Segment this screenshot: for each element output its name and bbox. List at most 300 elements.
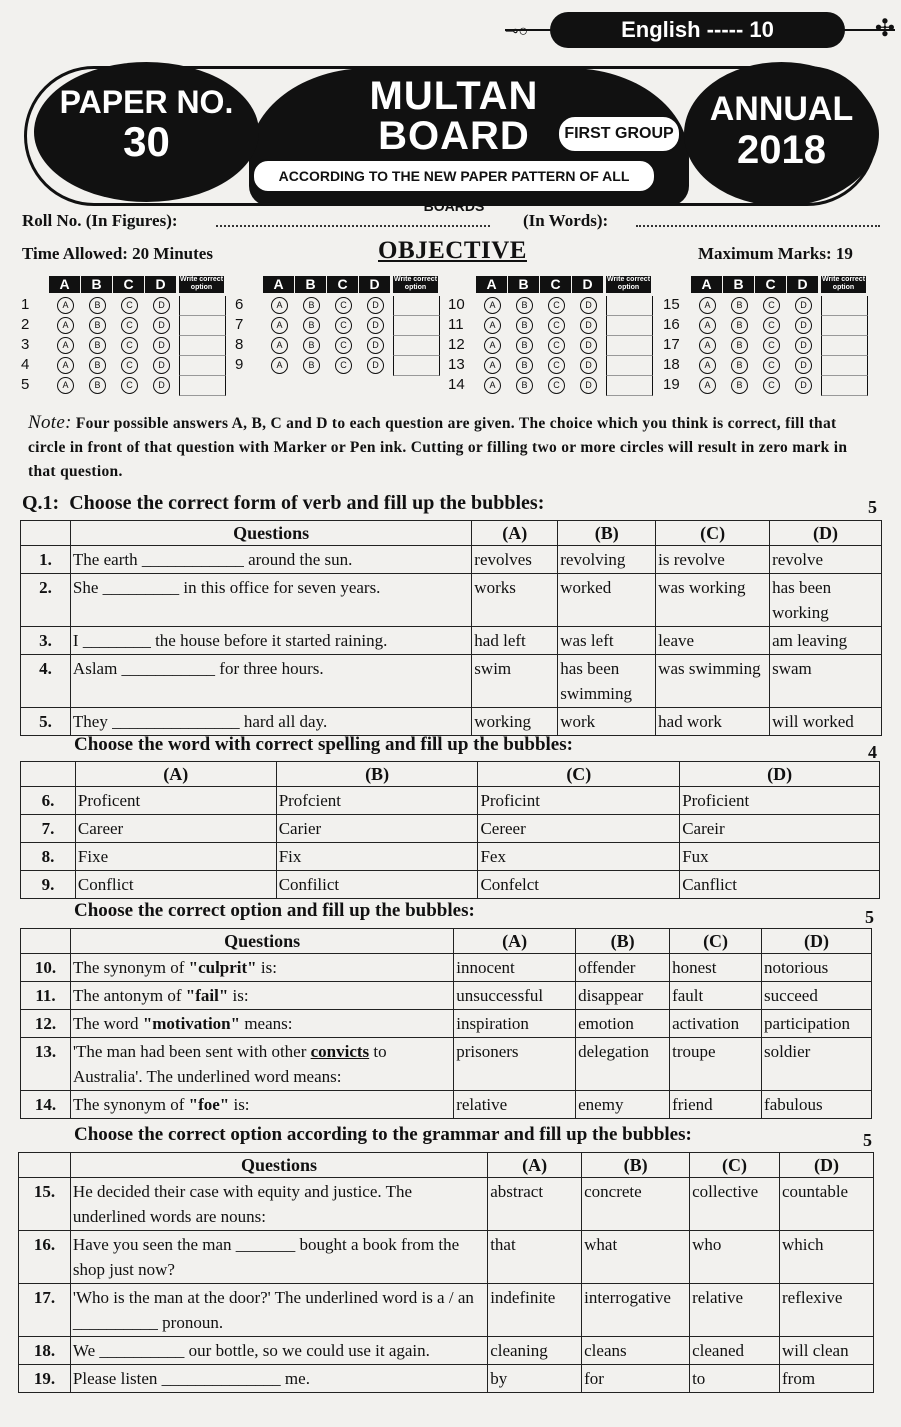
question-keyword: "culprit" <box>188 958 257 977</box>
bubble-c[interactable]: C <box>335 357 352 374</box>
bubble-c[interactable]: C <box>335 337 352 354</box>
bubble-c[interactable]: C <box>763 377 780 394</box>
bubble-a[interactable]: A <box>57 357 74 374</box>
bubble-b[interactable]: B <box>89 297 106 314</box>
bubble-row <box>663 336 868 356</box>
bubble-d[interactable]: D <box>153 357 170 374</box>
option-d[interactable]: participation <box>762 1010 872 1038</box>
option-a[interactable]: Fixe <box>75 843 276 871</box>
bubble-d[interactable]: D <box>367 297 384 314</box>
bubble-row <box>21 316 226 336</box>
option-letter-d: D <box>359 276 390 293</box>
question-number: 4 <box>21 356 30 373</box>
ornament-icon: ⊸○ <box>505 23 529 40</box>
option-a[interactable]: works <box>472 574 558 627</box>
write-option-box[interactable] <box>179 356 226 376</box>
bubble-b[interactable]: B <box>516 377 533 394</box>
bubble-a[interactable]: A <box>271 357 288 374</box>
column-header: (B) <box>576 929 670 954</box>
option-a[interactable]: Conflict <box>75 871 276 899</box>
bubble-d[interactable]: D <box>580 337 597 354</box>
bubble-row <box>21 376 226 396</box>
bubble-c[interactable]: C <box>548 317 565 334</box>
column-header: (B) <box>558 521 656 546</box>
column-header: (A) <box>454 929 576 954</box>
q1-instruction: Choose the correct form of verb and fill up the bubbles: <box>69 492 545 514</box>
write-option-box[interactable] <box>821 316 868 336</box>
question-prefix: The word <box>72 1014 143 1033</box>
paper-number-badge <box>34 62 259 202</box>
option-c[interactable]: friend <box>670 1091 762 1119</box>
option-a[interactable]: that <box>488 1231 582 1284</box>
question-number: 11. <box>21 982 71 1010</box>
bubble-b[interactable]: B <box>516 357 533 374</box>
option-a[interactable]: indefinite <box>488 1284 582 1337</box>
bubble-b[interactable]: B <box>731 357 748 374</box>
bubble-c[interactable]: C <box>548 357 565 374</box>
question-suffix: is: <box>256 958 277 977</box>
question-number: 11 <box>448 316 464 333</box>
option-b[interactable]: has been swimming <box>558 655 656 708</box>
option-a[interactable]: unsuccessful <box>454 982 576 1010</box>
option-b[interactable]: what <box>582 1231 690 1284</box>
bubble-b[interactable]: B <box>303 297 320 314</box>
write-option-box[interactable] <box>821 296 868 316</box>
bubble-d[interactable]: D <box>795 357 812 374</box>
option-c[interactable]: Fex <box>478 843 680 871</box>
bubble-b[interactable]: B <box>516 337 533 354</box>
board-name-line1: MULTAN <box>369 74 539 118</box>
bubble-a[interactable]: A <box>699 337 716 354</box>
option-letter-b: B <box>295 276 326 293</box>
bubble-d[interactable]: D <box>580 317 597 334</box>
q1-label: Q.1: <box>22 492 60 514</box>
question-number: 18. <box>19 1337 71 1365</box>
question-row <box>19 1284 874 1337</box>
roll-figures-label: Roll No. (In Figures): <box>22 211 178 230</box>
question-number: 1 <box>21 296 30 313</box>
write-option-box[interactable] <box>821 356 868 376</box>
option-letter-b: B <box>723 276 754 293</box>
bubble-b[interactable]: B <box>89 317 106 334</box>
write-option-box[interactable] <box>606 376 653 396</box>
number-header <box>19 1153 71 1178</box>
question-number: 2 <box>21 316 30 333</box>
option-c[interactable]: collective <box>690 1178 780 1231</box>
bubble-row <box>663 316 868 336</box>
option-letter-b: B <box>508 276 539 293</box>
bubble-b[interactable]: B <box>731 337 748 354</box>
option-letter-a: A <box>691 276 722 293</box>
bubble-header <box>49 276 177 294</box>
bubble-row <box>235 336 440 356</box>
option-d[interactable]: succeed <box>762 982 872 1010</box>
column-header: (D) <box>780 1153 874 1178</box>
time-allowed: Time Allowed: 20 Minutes <box>22 244 213 263</box>
option-c[interactable]: leave <box>656 627 770 655</box>
instructions-note <box>28 411 878 484</box>
bubble-b[interactable]: B <box>516 317 533 334</box>
option-b[interactable]: offender <box>576 954 670 982</box>
table-header-row <box>21 521 882 546</box>
bubble-c[interactable]: C <box>121 377 138 394</box>
option-c[interactable]: was working <box>656 574 770 627</box>
question-row <box>21 843 880 871</box>
bubble-a[interactable]: A <box>699 377 716 394</box>
bubble-row <box>448 336 653 356</box>
question-row <box>19 1178 874 1231</box>
option-c[interactable]: to <box>690 1365 780 1393</box>
option-b[interactable]: interrogative <box>582 1284 690 1337</box>
option-letter-a: A <box>263 276 294 293</box>
question-number: 16. <box>19 1231 71 1284</box>
option-c[interactable]: troupe <box>670 1038 762 1091</box>
bubble-a[interactable]: A <box>271 337 288 354</box>
option-a[interactable]: by <box>488 1365 582 1393</box>
option-a[interactable]: revolves <box>472 546 558 574</box>
option-d[interactable]: will clean <box>780 1337 874 1365</box>
question-row <box>21 546 882 574</box>
column-header: (D) <box>770 521 882 546</box>
option-b[interactable]: emotion <box>576 1010 670 1038</box>
option-d[interactable]: countable <box>780 1178 874 1231</box>
option-b[interactable]: delegation <box>576 1038 670 1091</box>
bubble-c[interactable]: C <box>763 297 780 314</box>
option-letter-c: C <box>540 276 571 293</box>
question-text: 'Who is the man at the door?' The underlined word is a / an __________ pronoun. <box>70 1284 487 1337</box>
option-letter-b: B <box>81 276 112 293</box>
bubble-d[interactable]: D <box>580 357 597 374</box>
roll-words-field[interactable] <box>636 225 880 227</box>
write-option-box[interactable] <box>179 316 226 336</box>
option-b[interactable]: worked <box>558 574 656 627</box>
q1-title <box>22 492 544 515</box>
bubble-group <box>21 276 233 398</box>
number-header <box>21 929 71 954</box>
pattern-label: ACCORDING TO THE NEW PAPER PATTERN OF ALL BOARDS <box>252 159 656 193</box>
question-suffix: means: <box>240 1014 293 1033</box>
q4-marks: 5 <box>863 1130 872 1150</box>
bubble-d[interactable]: D <box>153 297 170 314</box>
option-c[interactable]: Confelct <box>478 871 680 899</box>
question-prefix: The synonym of <box>72 1095 189 1114</box>
bubble-c[interactable]: C <box>763 337 780 354</box>
q1-table <box>20 520 882 736</box>
question-prefix: The synonym of <box>72 958 189 977</box>
bubble-d[interactable]: D <box>795 337 812 354</box>
option-c[interactable]: who <box>690 1231 780 1284</box>
option-b[interactable]: disappear <box>576 982 670 1010</box>
option-d[interactable]: Careir <box>680 815 880 843</box>
write-option-box[interactable] <box>606 336 653 356</box>
roll-words-label: (In Words): <box>523 211 609 230</box>
roll-figures-field[interactable] <box>216 225 490 227</box>
bubble-a[interactable]: A <box>484 337 501 354</box>
question-row <box>21 982 872 1010</box>
option-a[interactable]: prisoners <box>454 1038 576 1091</box>
option-d[interactable]: soldier <box>762 1038 872 1091</box>
bubble-row <box>235 316 440 336</box>
write-option-label: Write correct option <box>606 276 651 291</box>
bubble-b[interactable]: B <box>303 317 320 334</box>
column-header: (A) <box>472 521 558 546</box>
option-d[interactable]: swam <box>770 655 882 708</box>
q3-table <box>20 928 872 1119</box>
question-suffix: is: <box>228 986 249 1005</box>
option-b[interactable]: Profcient <box>276 787 478 815</box>
question-number: 19 <box>663 376 680 393</box>
bubble-a[interactable]: A <box>484 357 501 374</box>
bubble-row <box>21 296 226 316</box>
option-b[interactable]: work <box>558 708 656 736</box>
bubble-a[interactable]: A <box>57 337 74 354</box>
option-a[interactable]: abstract <box>488 1178 582 1231</box>
bubble-c[interactable]: C <box>548 337 565 354</box>
option-d[interactable]: notorious <box>762 954 872 982</box>
question-number: 13 <box>448 356 465 373</box>
bubble-d[interactable]: D <box>153 377 170 394</box>
option-d[interactable]: will worked <box>770 708 882 736</box>
q3-title: Choose the correct option and fill up the bubbles: <box>74 900 475 921</box>
option-b[interactable]: was left <box>558 627 656 655</box>
option-b[interactable]: Confilict <box>276 871 478 899</box>
option-b[interactable]: Fix <box>276 843 478 871</box>
bubble-d[interactable]: D <box>367 317 384 334</box>
bubble-row <box>21 356 226 376</box>
paper-number: 30 <box>123 118 170 165</box>
question-number: 5 <box>21 376 30 393</box>
write-option-box[interactable] <box>606 296 653 316</box>
question-text: Aslam ___________ for three hours. <box>70 655 471 708</box>
option-a[interactable]: cleaning <box>488 1337 582 1365</box>
option-b[interactable]: Carier <box>276 815 478 843</box>
question-row <box>19 1337 874 1365</box>
question-number: 6 <box>235 296 244 313</box>
question-number: 2. <box>21 574 71 627</box>
option-c[interactable]: relative <box>690 1284 780 1337</box>
question-text <box>70 982 453 1010</box>
option-a[interactable]: swim <box>472 655 558 708</box>
option-letter-c: C <box>755 276 786 293</box>
column-header: (C) <box>670 929 762 954</box>
bubble-d[interactable]: D <box>367 337 384 354</box>
question-text <box>70 1010 453 1038</box>
bubble-b[interactable]: B <box>303 357 320 374</box>
option-d[interactable]: am leaving <box>770 627 882 655</box>
option-a[interactable]: working <box>472 708 558 736</box>
bubble-row <box>663 296 868 316</box>
write-option-box[interactable] <box>606 356 653 376</box>
bubble-c[interactable]: C <box>121 357 138 374</box>
bubble-a[interactable]: A <box>699 297 716 314</box>
option-c[interactable]: activation <box>670 1010 762 1038</box>
question-number: 5. <box>21 708 71 736</box>
question-number: 9 <box>235 356 244 373</box>
option-d[interactable]: revolve <box>770 546 882 574</box>
write-option-box[interactable] <box>821 336 868 356</box>
option-c[interactable]: Cereer <box>478 815 680 843</box>
column-header: (D) <box>762 929 872 954</box>
option-a[interactable]: relative <box>454 1091 576 1119</box>
bubble-row <box>448 296 653 316</box>
option-c[interactable]: cleaned <box>690 1337 780 1365</box>
question-keyword: "foe" <box>188 1095 230 1114</box>
bubble-c[interactable]: C <box>335 317 352 334</box>
q2-marks: 4 <box>868 742 877 762</box>
question-number: 13. <box>21 1038 71 1091</box>
question-number: 3. <box>21 627 71 655</box>
option-d[interactable]: from <box>780 1365 874 1393</box>
write-option-box[interactable] <box>821 376 868 396</box>
bubble-a[interactable]: A <box>484 377 501 394</box>
bubble-a[interactable]: A <box>484 317 501 334</box>
board-name <box>324 76 584 156</box>
question-number: 12 <box>448 336 465 353</box>
option-d[interactable]: Canflict <box>680 871 880 899</box>
option-c[interactable]: is revolve <box>656 546 770 574</box>
bubble-c[interactable]: C <box>335 297 352 314</box>
write-option-box[interactable] <box>393 336 440 356</box>
question-keyword: convicts <box>310 1042 370 1061</box>
option-d[interactable]: fabulous <box>762 1091 872 1119</box>
write-option-box[interactable] <box>393 296 440 316</box>
bubble-c[interactable]: C <box>548 297 565 314</box>
question-keyword: "motivation" <box>142 1014 241 1033</box>
write-option-box[interactable] <box>179 296 226 316</box>
bubble-b[interactable]: B <box>731 297 748 314</box>
bubble-d[interactable]: D <box>795 317 812 334</box>
column-header: (D) <box>680 762 880 787</box>
option-c[interactable]: had work <box>656 708 770 736</box>
write-option-label: Write correct option <box>821 276 866 291</box>
write-option-box[interactable] <box>393 316 440 336</box>
column-header: Questions <box>70 1153 487 1178</box>
bubble-a[interactable]: A <box>484 297 501 314</box>
write-option-box[interactable] <box>606 316 653 336</box>
number-header <box>21 521 71 546</box>
question-row <box>21 655 882 708</box>
column-header: (C) <box>690 1153 780 1178</box>
question-number: 8. <box>21 843 76 871</box>
bubble-b[interactable]: B <box>731 317 748 334</box>
question-number: 15 <box>663 296 680 313</box>
bubble-row <box>663 376 868 396</box>
bubble-a[interactable]: A <box>271 317 288 334</box>
bubble-a[interactable]: A <box>699 357 716 374</box>
bubble-b[interactable]: B <box>89 377 106 394</box>
question-text: They _______________ hard all day. <box>70 708 471 736</box>
option-letter-d: D <box>787 276 818 293</box>
bubble-c[interactable]: C <box>121 317 138 334</box>
question-number: 7 <box>235 316 244 333</box>
bubble-a[interactable]: A <box>271 297 288 314</box>
option-a[interactable]: Proficent <box>75 787 276 815</box>
option-c[interactable]: fault <box>670 982 762 1010</box>
question-number: 1. <box>21 546 71 574</box>
paper-label: PAPER NO. <box>59 84 234 120</box>
question-row <box>21 787 880 815</box>
bubble-a[interactable]: A <box>57 297 74 314</box>
note-text: Four possible answers A, B, C and D to each question are given. The choice which you think is correct, fill that circle in front of that question with Marker or Pen ink. Cutting or filling two or more circles will result in zero mark in that question. <box>28 415 848 480</box>
bubble-c[interactable]: C <box>548 377 565 394</box>
option-d[interactable]: Fux <box>680 843 880 871</box>
option-c[interactable]: was swimming <box>656 655 770 708</box>
question-number: 10. <box>21 954 71 982</box>
option-d[interactable]: which <box>780 1231 874 1284</box>
question-number: 15. <box>19 1178 71 1231</box>
option-a[interactable]: Career <box>75 815 276 843</box>
option-b[interactable]: for <box>582 1365 690 1393</box>
subject-strip <box>505 8 895 52</box>
option-c[interactable]: Proficint <box>478 787 680 815</box>
bubble-d[interactable]: D <box>580 297 597 314</box>
column-header: (C) <box>656 521 770 546</box>
number-header <box>21 762 76 787</box>
option-b[interactable]: cleans <box>582 1337 690 1365</box>
question-text <box>70 1038 453 1091</box>
bubble-b[interactable]: B <box>731 377 748 394</box>
bubble-d[interactable]: D <box>153 337 170 354</box>
question-text: I ________ the house before it started raining. <box>70 627 471 655</box>
option-b[interactable]: concrete <box>582 1178 690 1231</box>
objective-title: OBJECTIVE <box>378 237 527 264</box>
bubble-a[interactable]: A <box>57 377 74 394</box>
option-a[interactable]: had left <box>472 627 558 655</box>
option-d[interactable]: has been working <box>770 574 882 627</box>
bubble-b[interactable]: B <box>516 297 533 314</box>
question-number: 17 <box>663 336 680 353</box>
bubble-row <box>448 376 653 396</box>
bubble-d[interactable]: D <box>580 377 597 394</box>
option-a[interactable]: inspiration <box>454 1010 576 1038</box>
bubble-d[interactable]: D <box>795 377 812 394</box>
bubble-b[interactable]: B <box>89 357 106 374</box>
bubble-c[interactable]: C <box>121 337 138 354</box>
bubble-a[interactable]: A <box>699 317 716 334</box>
question-number: 9. <box>21 871 76 899</box>
question-number: 18 <box>663 356 680 373</box>
annual-label: ANNUAL <box>709 90 854 128</box>
option-a[interactable]: innocent <box>454 954 576 982</box>
bubble-d[interactable]: D <box>795 297 812 314</box>
bubble-c[interactable]: C <box>763 317 780 334</box>
write-option-label: Write correct option <box>179 276 224 291</box>
question-number: 4. <box>21 655 71 708</box>
bubble-b[interactable]: B <box>89 337 106 354</box>
maximum-marks: Maximum Marks: 19 <box>698 244 853 263</box>
write-option-box[interactable] <box>179 376 226 396</box>
bubble-d[interactable]: D <box>153 317 170 334</box>
option-d[interactable]: Proficient <box>680 787 880 815</box>
question-number: 14. <box>21 1091 71 1119</box>
option-b[interactable]: enemy <box>576 1091 670 1119</box>
option-d[interactable]: reflexive <box>780 1284 874 1337</box>
question-text <box>70 1091 453 1119</box>
question-text: He decided their case with equity and justice. The underlined words are nouns: <box>70 1178 487 1231</box>
option-b[interactable]: revolving <box>558 546 656 574</box>
bubble-b[interactable]: B <box>303 337 320 354</box>
bubble-c[interactable]: C <box>121 297 138 314</box>
bubble-c[interactable]: C <box>763 357 780 374</box>
bubble-a[interactable]: A <box>57 317 74 334</box>
write-option-box[interactable] <box>179 336 226 356</box>
bubble-d[interactable]: D <box>367 357 384 374</box>
write-option-box[interactable] <box>393 356 440 376</box>
question-keyword: "fail" <box>185 986 229 1005</box>
option-c[interactable]: honest <box>670 954 762 982</box>
bubble-header <box>476 276 604 294</box>
question-row <box>21 1038 872 1091</box>
